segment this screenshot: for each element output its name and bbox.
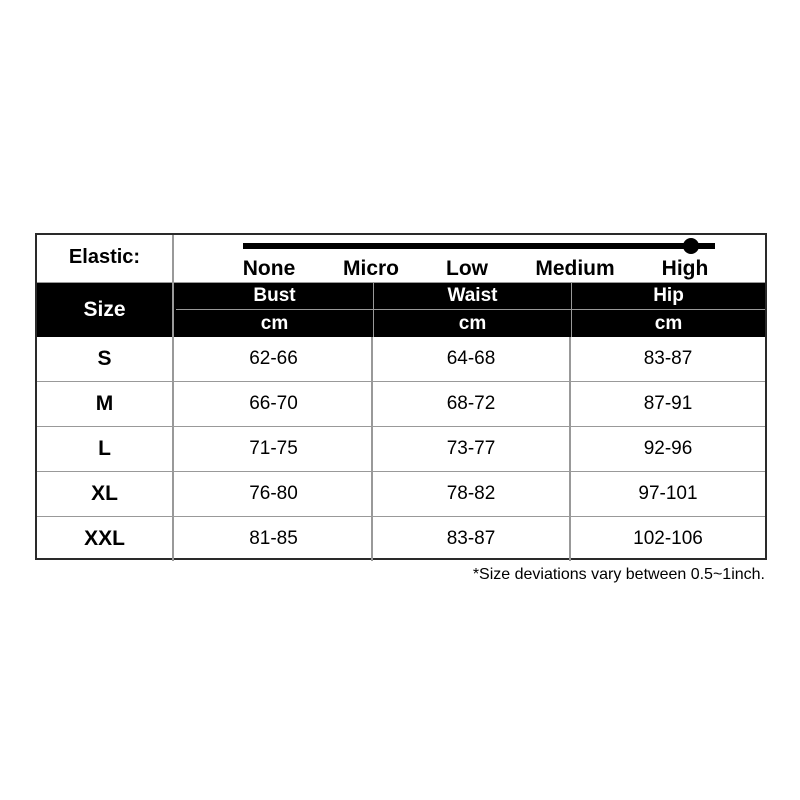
hip-cell: 92-96 <box>643 438 693 459</box>
elastic-row <box>37 235 765 283</box>
waist-cell: 83-87 <box>373 517 571 561</box>
waist-cell: 68-72 <box>373 382 571 426</box>
table-row <box>37 516 765 561</box>
elastic-label: Elastic: <box>37 235 174 282</box>
table-row <box>37 426 765 471</box>
waist-cell: 78-82 <box>373 472 571 516</box>
elastic-level-none: None <box>242 257 296 280</box>
waist-cell: 73-77 <box>373 427 571 471</box>
bust-label: Bust <box>176 283 373 310</box>
hip-cell: 87-91 <box>643 393 693 414</box>
hip-cell: 102-106 <box>633 528 703 549</box>
elastic-scale-track <box>243 243 715 249</box>
bust-cell: 71-75 <box>176 427 373 471</box>
table-row <box>37 337 765 382</box>
hip-unit: cm <box>654 312 683 334</box>
size-cell: XXL <box>37 517 174 561</box>
bust-column-header <box>176 283 373 337</box>
elastic-level-medium: Medium <box>535 257 615 280</box>
elastic-scale <box>176 235 765 282</box>
hip-cell: 97-101 <box>638 483 698 504</box>
hip-label: Hip <box>572 283 765 310</box>
table-row <box>37 381 765 426</box>
elastic-level-high: High <box>661 257 709 280</box>
table-row <box>37 471 765 516</box>
hip-cell: 83-87 <box>643 348 693 369</box>
bust-cell: 62-66 <box>176 337 373 381</box>
size-cell: XL <box>37 472 174 516</box>
bust-unit: cm <box>260 312 289 334</box>
elastic-level-low: Low <box>446 257 488 280</box>
elastic-level-micro: Micro <box>342 257 400 280</box>
table-header <box>37 283 765 337</box>
size-deviation-note: *Size deviations vary between 0.5~1inch. <box>472 566 765 583</box>
elastic-selected-marker <box>683 238 699 254</box>
waist-cell: 64-68 <box>373 337 571 381</box>
size-column-header: Size <box>37 283 174 337</box>
bust-cell: 66-70 <box>176 382 373 426</box>
size-cell: M <box>37 382 174 426</box>
size-cell: L <box>37 427 174 471</box>
waist-unit: cm <box>458 312 487 334</box>
hip-column-header <box>572 283 765 337</box>
bust-cell: 76-80 <box>176 472 373 516</box>
size-cell: S <box>37 337 174 381</box>
size-chart <box>35 233 767 560</box>
bust-cell: 81-85 <box>176 517 373 561</box>
waist-column-header <box>374 283 571 337</box>
waist-label: Waist <box>374 283 571 310</box>
table-body <box>37 337 765 558</box>
